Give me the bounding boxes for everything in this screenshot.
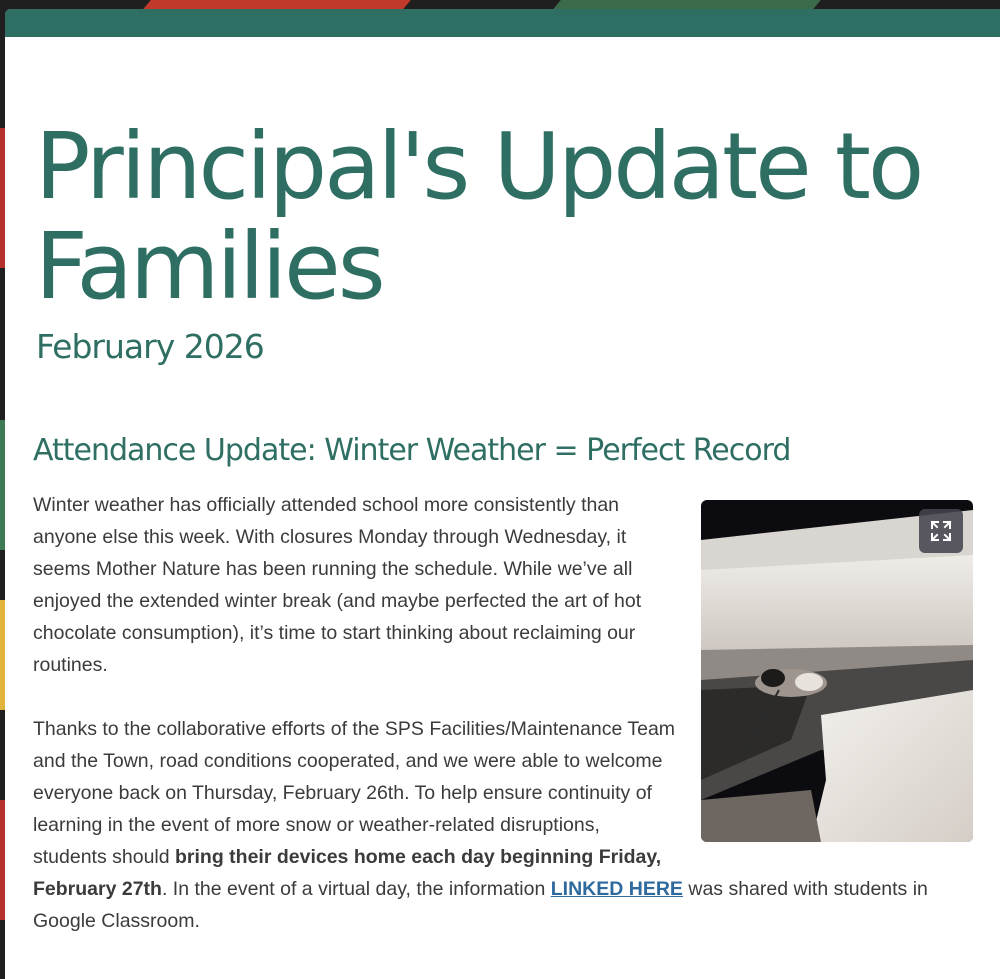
paragraph-text: Thanks to the collaborative efforts of the SPS Facilities/Maintenance Team and the Town, road conditions cooperated, and we were able to welcome everyone back on Thursday, February 26th. To help ensure continuity of learning in the event of more snow or weather-related disruptions, students should <box>33 718 676 868</box>
section-heading: Attendance Update: Winter Weather = Perfect Record <box>33 433 791 468</box>
paragraph-text: . In the event of a virtual day, the information <box>161 878 551 900</box>
device-instruction: bring their devices home each day beginning Friday, February 27th <box>33 846 662 900</box>
linked-here-link[interactable]: LINKED HERE <box>550 878 683 900</box>
expand-image-button[interactable] <box>919 509 963 553</box>
section-body <box>33 489 973 937</box>
snow-photo[interactable] <box>701 500 973 842</box>
card-top-bar <box>5 9 1000 37</box>
newsletter-card <box>5 9 1000 979</box>
paragraph-text: was shared with students in Google Classroom. <box>33 878 928 932</box>
page-title: Principal's Update to Families <box>35 113 922 320</box>
expand-icon <box>929 519 953 543</box>
paragraph-attendance: Winter weather has officially attended school more consistently than anyone else this week. With closures Monday through Wednesday, it seems Mother Nature has been running the schedule. While we’ve all enjoyed the extended winter break (and maybe perfected the art of hot chocolate consumption), it’s time to start thinking about reclaiming our routines. <box>33 494 642 676</box>
page-date: February 2026 <box>36 327 264 366</box>
